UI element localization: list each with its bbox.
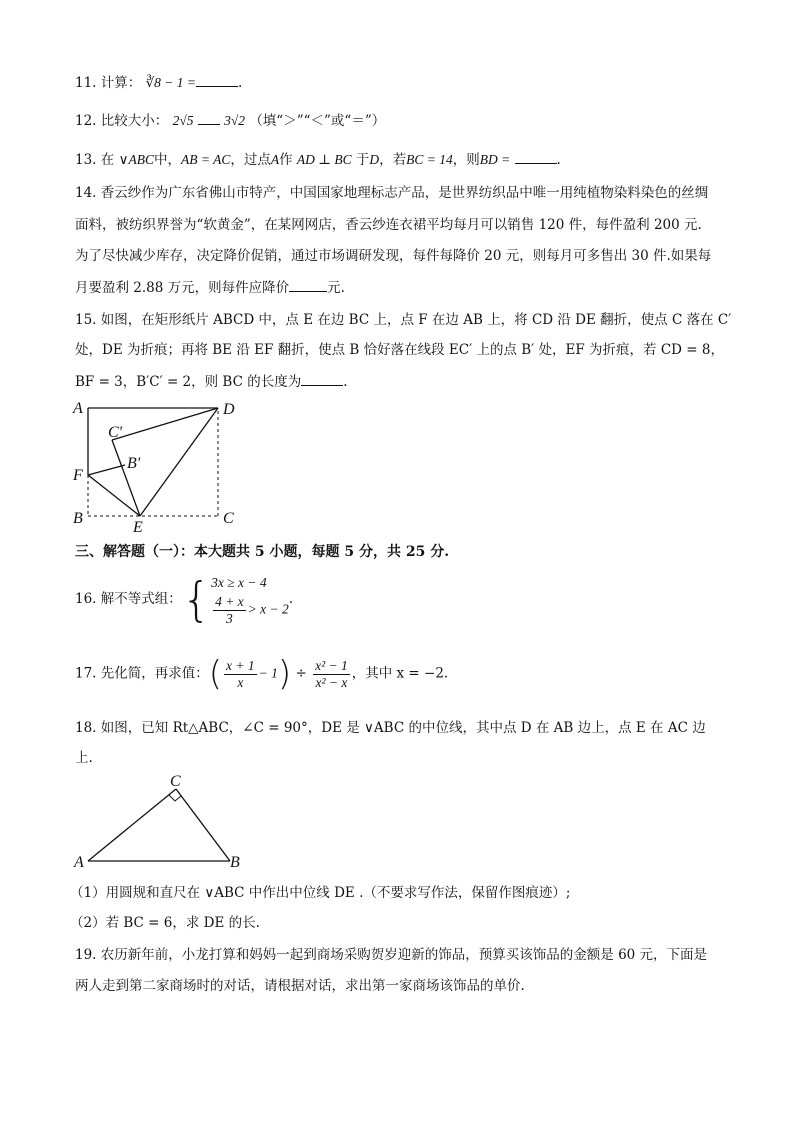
end-mark: . [343, 374, 348, 390]
minus-one: − 1 [258, 665, 278, 681]
math: D [369, 152, 380, 167]
question-number: 13. [75, 152, 97, 168]
question-text: 先化简，再求值： [100, 665, 209, 682]
math-expression: ∛8 − 1 = [145, 75, 197, 90]
hint-text: （填“＞”“＜”或“＝”） [249, 113, 386, 129]
question-12 [75, 110, 385, 131]
question-text: 元. [327, 280, 345, 296]
math: ∨ABC [118, 152, 154, 167]
question-15-line-2 [75, 340, 724, 360]
label-E: E [133, 519, 143, 535]
numerator: x² − 1 [315, 657, 348, 673]
fraction-1 [224, 658, 257, 691]
question-text: 解不等式组： [100, 591, 182, 607]
fraction-numerator: 4 + x [215, 594, 244, 609]
math: BC = 14 [406, 152, 453, 167]
fraction-2 [313, 658, 350, 691]
label-A: A [74, 854, 84, 871]
fraction-denominator: 3 [225, 611, 233, 626]
end-mark: . [556, 152, 561, 168]
right-triangle-figure [68, 772, 258, 872]
label-D: D [223, 401, 235, 418]
label-C-prime: C′ [108, 424, 123, 441]
question-number: 14. [75, 185, 97, 201]
end-mark: . [238, 75, 243, 91]
question-17 [75, 654, 449, 701]
question-number: 11. [75, 75, 97, 91]
question-text: 如图，已知 Rt△ABC，∠C = 90°，DE 是 ∨ABC 的中位线，其中点 D 在 AB 边上，点 E 在 AC 边 [100, 720, 706, 736]
question-number: 17. [75, 665, 97, 682]
question-text: 月要盈利 2.88 万元，则每件应降价 [75, 280, 290, 296]
question-number: 16. [75, 591, 97, 607]
question-text: 为了尽快减少库存，决定降价促销，通过市场调研发现，每件每降价 20 元，则每月可多售出 30 件.如果每 [75, 248, 712, 264]
text: 在 [100, 152, 115, 168]
question-text: 两人走到第二家商场时的对话，请根据对话，求出第一家商场该饰品的单价. [75, 978, 525, 994]
question-11 [75, 72, 242, 93]
right-paren: ) [277, 654, 292, 694]
question-13 [75, 149, 561, 170]
inequality-2 [211, 594, 289, 627]
question-15-line-3 [75, 371, 348, 392]
fold-DE [140, 408, 218, 516]
question-18-line-2 [75, 748, 93, 768]
side-CB [176, 789, 230, 861]
inequality-rhs: > x − 2 [247, 601, 289, 617]
question-number: 15. [75, 312, 97, 328]
question-14-line-1 [75, 183, 708, 203]
math: BD = [479, 152, 511, 167]
label-B: B [73, 510, 83, 527]
question-16 [75, 572, 293, 638]
segment-FB1 [88, 465, 125, 475]
question-text: 面料，被纺织界誉为“软黄金”，在某网网店，香云纱连衣裙平均每月可以销售 120 件，每件盈利 200 元. [75, 217, 702, 233]
question-text: 比较大小： [100, 113, 169, 129]
question-19-line-1 [75, 945, 707, 965]
question-text: 计算： [100, 75, 142, 91]
segment-DC1 [112, 408, 218, 440]
question-text: BF = 3，B′C′ = 2，则 BC 的长度为 [75, 374, 302, 390]
text: ，则 [452, 152, 480, 168]
answer-blank[interactable] [301, 371, 343, 386]
question-14-line-3 [75, 246, 711, 266]
question-text: 如图，在矩形纸片 ABCD 中，点 E 在边 BC 上，点 F 在边 AB 上，将 CD 沿 DE 翻折，使点 C 落在 C′ [100, 312, 732, 328]
question-14-line-2 [75, 215, 702, 235]
denominator: x [237, 674, 244, 690]
text: ，若 [379, 152, 407, 168]
question-19-line-2 [75, 976, 525, 996]
question-text: 香云纱作为广东省佛山市特产，中国国家地理标志产品，是世界纺织品中唯一用纯植物染料染色的丝绸 [100, 185, 709, 201]
right-angle-mark [169, 795, 181, 801]
inequality-1: 3x ≥ x − 4 [211, 575, 267, 590]
question-14-line-4 [75, 277, 345, 298]
math-expression-left: 2√5 [172, 113, 194, 128]
answer-blank[interactable] [196, 72, 238, 87]
question-text: 处，DE 为折痕；再将 BE 沿 EF 翻折，使点 B 恰好落在线段 EC′ 上的点 B′ 处，EF 为折痕，若 CD = 8， [75, 342, 724, 358]
question-number: 19. [75, 947, 97, 963]
question-18-part-1: （1）用圆规和直尺在 ∨ABC 中作出中位线 DE .（不要求写作法，保留作图痕迹）; [70, 885, 571, 901]
side-AC [88, 789, 176, 861]
left-brace: { [181, 572, 212, 627]
divide-sign: ÷ [295, 665, 307, 682]
question-text: 上. [75, 750, 93, 766]
label-B-prime: B′ [127, 455, 141, 472]
question-tail: ，其中 x = −2. [351, 665, 449, 682]
answer-blank[interactable] [289, 277, 327, 292]
math: A [270, 152, 280, 167]
text: 中， [153, 152, 181, 168]
denominator: x² − x [315, 674, 348, 690]
left-paren: ( [208, 654, 223, 694]
section-heading: 三、解答题（一）：本大题共 5 小题，每题 5 分，共 25 分. [75, 544, 450, 560]
label-B: B [230, 854, 240, 871]
label-A: A [73, 400, 83, 417]
math: AB = AC [180, 152, 231, 167]
question-number: 18. [75, 720, 97, 736]
question-text: 农历新年前，小龙打算和妈妈一起到商场采购贺岁迎新的饰品，预算买该饰品的金额是 60 元，下面是 [100, 947, 708, 963]
label-C: C [223, 510, 234, 527]
rectangle-fold-figure [65, 395, 245, 535]
end-mark: . [288, 591, 294, 607]
label-F: F [73, 467, 83, 484]
question-18-line-1 [75, 718, 706, 738]
text: ，过点 [230, 152, 271, 168]
text: 作 [279, 152, 293, 168]
question-number: 12. [75, 113, 97, 129]
math: AD ⊥ BC [296, 152, 352, 167]
inequality-system [211, 572, 289, 627]
question-15-line-1 [75, 310, 731, 330]
label-C: C [170, 773, 181, 790]
answer-blank[interactable] [515, 149, 557, 164]
math-expression-right: 3√2 [224, 113, 246, 128]
numerator: x + 1 [226, 657, 255, 673]
answer-blank[interactable] [198, 110, 220, 125]
text: 于 [355, 152, 370, 168]
question-18-part-2: （2）若 BC = 6，求 DE 的长. [70, 915, 260, 931]
